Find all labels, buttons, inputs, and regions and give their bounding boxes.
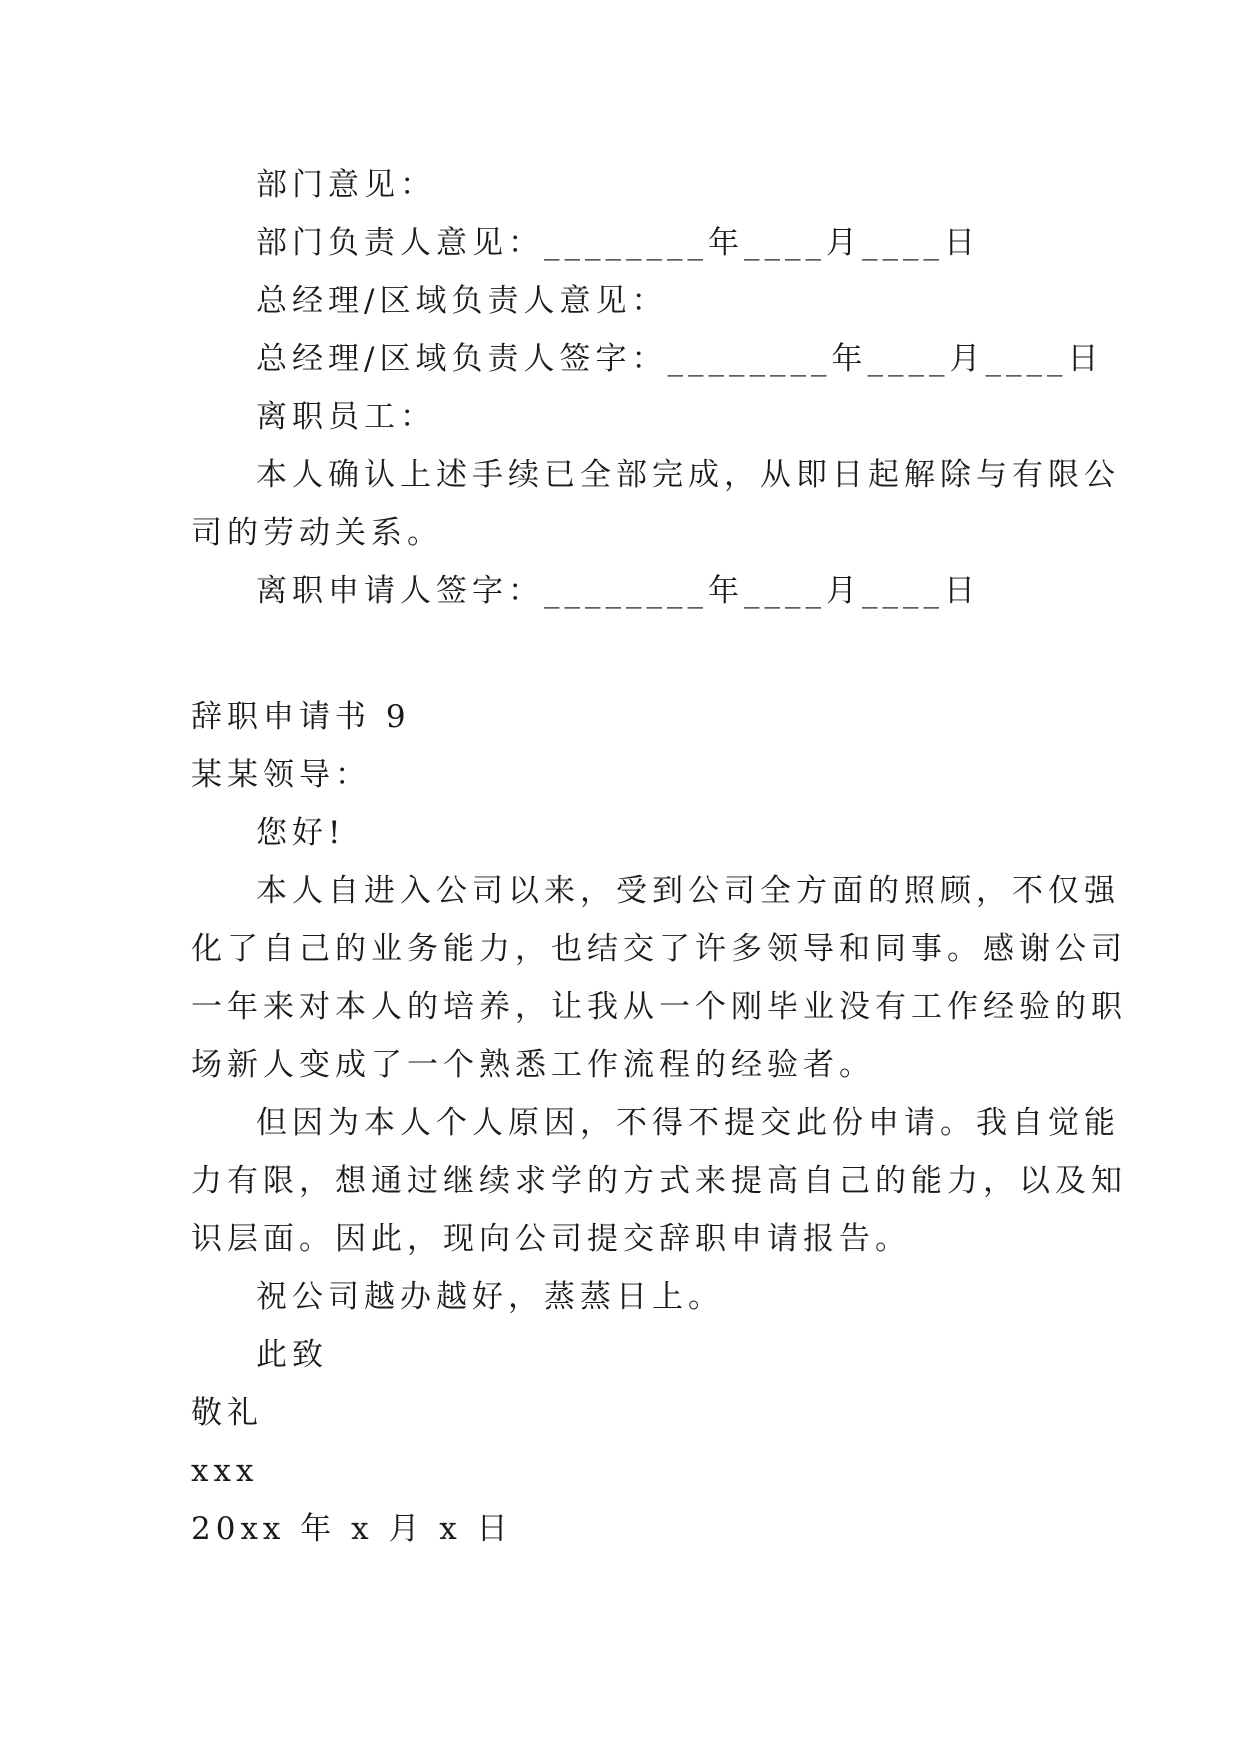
confirmation-paragraph-line-2: 司的劳动关系。 (191, 515, 443, 551)
body-paragraph-1-line-3: 一年来对本人的培养，让我从一个刚毕业没有工作经验的职 (191, 989, 1127, 1025)
body-paragraph-1-line-4: 场新人变成了一个熟悉工作流程的经验者。 (191, 1047, 875, 1083)
dept-head-opinion-line: 部门负责人意见：________年____月____日 (256, 225, 980, 261)
confirmation-paragraph-line-1: 本人确认上述手续已全部完成，从即日起解除与有限公 (256, 457, 1120, 493)
gm-signature-line: 总经理/区域负责人签字：________年____月____日 (256, 341, 1104, 377)
body-paragraph-2-line-2: 力有限，想通过继续求学的方式来提高自己的能力，以及知 (191, 1163, 1127, 1199)
salutation: 某某领导： (191, 757, 371, 793)
greeting: 您好! (256, 815, 346, 851)
closing-ci-zhi: 此致 (256, 1337, 328, 1373)
dept-opinion-label: 部门意见： (256, 167, 436, 203)
signer-name: xxx (191, 1453, 259, 1489)
resigning-employee-label: 离职员工： (256, 399, 436, 435)
closing-jing-li: 敬礼 (191, 1395, 263, 1431)
letter-heading: 辞职申请书 9 (191, 699, 411, 735)
applicant-signature-line: 离职申请人签字：________年____月____日 (256, 573, 980, 609)
letter-date: 20xx 年 x 月 x 日 (191, 1511, 513, 1547)
closing-wish: 祝公司越办越好，蒸蒸日上。 (256, 1279, 724, 1315)
body-paragraph-1-line-2: 化了自己的业务能力，也结交了许多领导和同事。感谢公司 (191, 931, 1127, 967)
body-paragraph-1-line-1: 本人自进入公司以来，受到公司全方面的照顾，不仅强 (256, 873, 1120, 909)
body-paragraph-2-line-3: 识层面。因此，现向公司提交辞职申请报告。 (191, 1221, 911, 1257)
body-paragraph-2-line-1: 但因为本人个人原因，不得不提交此份申请。我自觉能 (256, 1105, 1120, 1141)
gm-opinion-label: 总经理/区域负责人意见： (256, 283, 668, 319)
